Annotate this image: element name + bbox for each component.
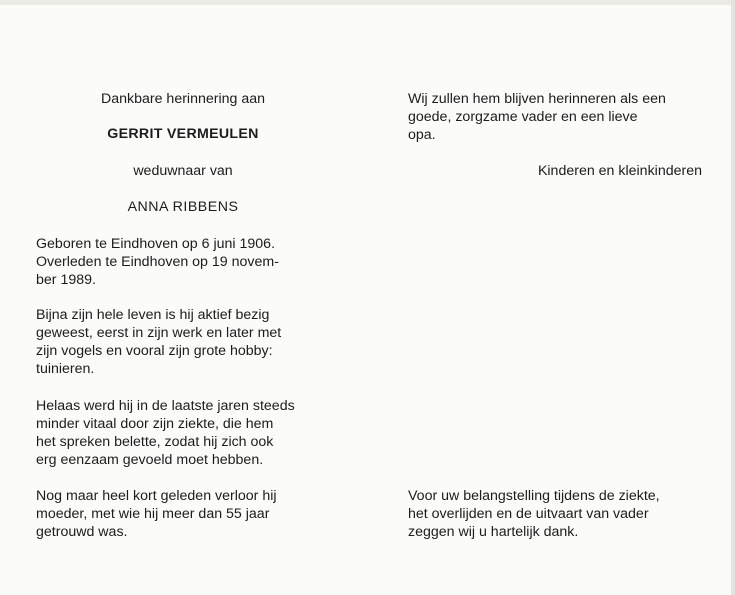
text-line: ber 1989. [36, 272, 96, 288]
text-line: tuinieren. [36, 361, 95, 377]
mother-paragraph [36, 487, 330, 541]
card-top-edge [0, 0, 735, 5]
text-line: Wij zullen hem blijven herinneren als een [408, 91, 666, 107]
text-line: zijn vogels en vooral zijn grote hobby: [36, 343, 273, 359]
deceased-name: GERRIT VERMEULEN [107, 126, 259, 142]
spouse-name: ANNA RIBBENS [127, 199, 239, 215]
text-line: getrouwd was. [36, 524, 128, 540]
relation-line: weduwnaar van [133, 163, 233, 179]
text-line: geweest, eerst in zijn werk en later met [36, 325, 282, 341]
text-line: Voor uw belangstelling tijdens de ziekte, [408, 488, 660, 504]
thanks-paragraph [408, 487, 702, 541]
text-line: Geboren te Eindhoven op 6 juni 1906. [36, 236, 276, 252]
text-line: Helaas werd hij in de laatste jaren steeds [36, 398, 295, 414]
text-line: erg eenzaam gevoeld moet hebben. [36, 452, 264, 468]
card-right-edge [731, 0, 735, 595]
text-line: Overleden te Eindhoven op 19 novem- [36, 254, 279, 270]
life-paragraph [36, 306, 330, 378]
text-line: minder vitaal door zijn ziekte, die hem [36, 416, 274, 432]
text-line: Nog maar heel kort geleden verloor hij [36, 488, 277, 504]
signature-line: Kinderen en kleinkinderen [537, 163, 702, 179]
text-line: opa. [408, 127, 436, 143]
text-line: moeder, met wie hij meer dan 55 jaar [36, 506, 270, 522]
text-line: zeggen wij u hartelijk dank. [408, 524, 579, 540]
birth-death-paragraph [36, 235, 330, 289]
text-line: goede, zorgzame vader en een lieve [408, 109, 638, 125]
illness-paragraph [36, 397, 330, 469]
intro-line: Dankbare herinnering aan [100, 91, 266, 107]
text-line: het overlijden en de uitvaart van vader [408, 506, 649, 522]
remembrance-paragraph [408, 90, 702, 144]
text-line: het spreken belette, zodat hij zich ook [36, 434, 274, 450]
text-line: Bijna zijn hele leven is hij aktief bezig [36, 307, 270, 323]
